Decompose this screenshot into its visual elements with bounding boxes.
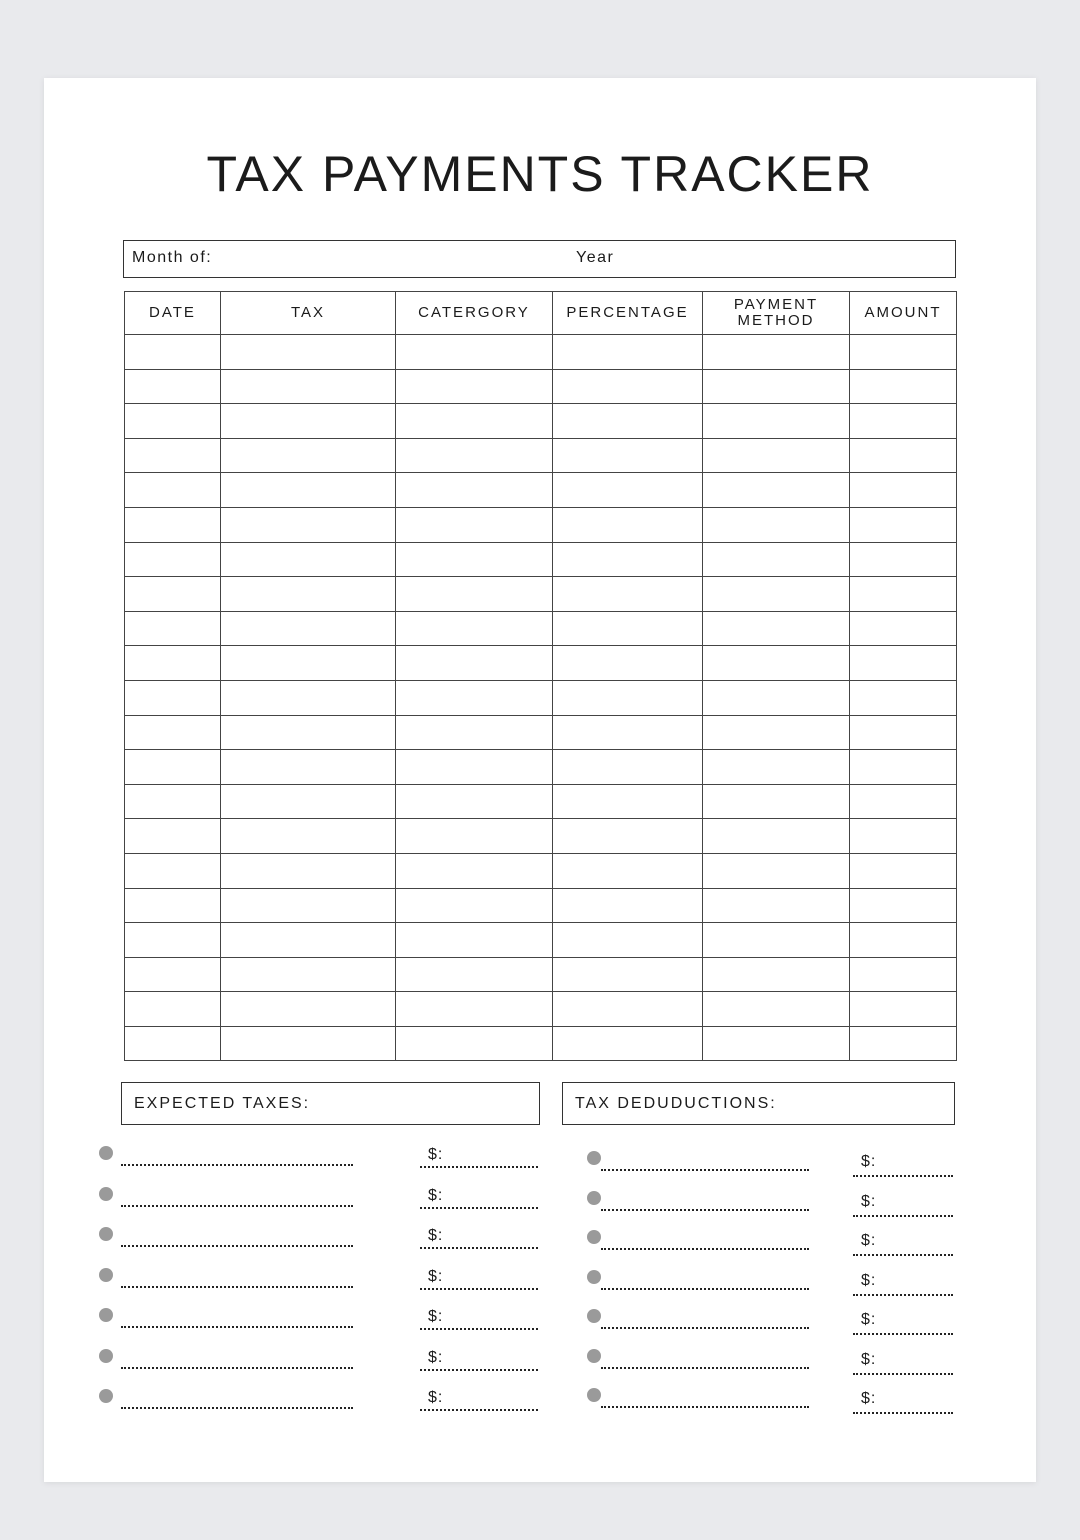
table-cell[interactable]: [553, 473, 703, 508]
description-line[interactable]: [601, 1406, 809, 1408]
deductions-entry: [587, 1309, 957, 1345]
dollar-label: $:: [428, 1389, 444, 1406]
table-row: [125, 680, 957, 715]
table-cell[interactable]: [703, 680, 850, 715]
amount-line[interactable]: [420, 1328, 538, 1330]
table-cell[interactable]: [703, 784, 850, 819]
table-cell[interactable]: [221, 646, 396, 681]
table-cell[interactable]: [553, 750, 703, 785]
deductions-entry: [587, 1151, 957, 1187]
table-cell[interactable]: [221, 335, 396, 370]
table-cell[interactable]: [125, 335, 221, 370]
amount-line[interactable]: [420, 1207, 538, 1209]
table-row: [125, 715, 957, 750]
bullet-icon: [587, 1270, 601, 1284]
table-row: [125, 473, 957, 508]
table-cell[interactable]: [221, 750, 396, 785]
tax-deductions-box: [562, 1082, 955, 1125]
table-cell[interactable]: [396, 542, 553, 577]
table-cell[interactable]: [221, 923, 396, 958]
table-row: [125, 646, 957, 681]
table-cell[interactable]: [221, 957, 396, 992]
table-cell[interactable]: [125, 542, 221, 577]
table-cell[interactable]: [396, 646, 553, 681]
table-row: [125, 750, 957, 785]
amount-line[interactable]: [853, 1175, 953, 1177]
bullet-icon: [587, 1151, 601, 1165]
expected-entry: [99, 1308, 539, 1344]
description-line[interactable]: [601, 1288, 809, 1290]
dollar-label: $:: [861, 1232, 877, 1249]
table-cell[interactable]: [396, 680, 553, 715]
bullet-icon: [587, 1309, 601, 1323]
table-cell[interactable]: [396, 507, 553, 542]
table-row: [125, 335, 957, 370]
table-cell[interactable]: [221, 992, 396, 1027]
table-cell[interactable]: [703, 404, 850, 439]
amount-line[interactable]: [420, 1369, 538, 1371]
table-cell[interactable]: [850, 750, 957, 785]
table-cell[interactable]: [125, 992, 221, 1027]
amount-line[interactable]: [420, 1409, 538, 1411]
description-line[interactable]: [121, 1326, 353, 1328]
table-cell[interactable]: [125, 507, 221, 542]
deductions-entry: [587, 1270, 957, 1306]
table-cell[interactable]: [396, 369, 553, 404]
table-cell[interactable]: [221, 473, 396, 508]
expected-taxes-label: EXPECTED TAXES:: [134, 1095, 311, 1112]
description-line[interactable]: [121, 1286, 353, 1288]
table-cell[interactable]: [396, 473, 553, 508]
table-row: [125, 784, 957, 819]
table-cell[interactable]: [703, 438, 850, 473]
deductions-entry: [587, 1230, 957, 1266]
dollar-label: $:: [861, 1153, 877, 1170]
table-cell[interactable]: [125, 611, 221, 646]
table-cell[interactable]: [703, 335, 850, 370]
table-cell[interactable]: [396, 957, 553, 992]
table-cell[interactable]: [553, 957, 703, 992]
table-cell[interactable]: [125, 853, 221, 888]
table-cell[interactable]: [850, 680, 957, 715]
table-row: [125, 611, 957, 646]
table-cell[interactable]: [850, 888, 957, 923]
table-cell[interactable]: [703, 611, 850, 646]
table-cell[interactable]: [703, 542, 850, 577]
table-cell[interactable]: [553, 853, 703, 888]
table-header-row: [125, 292, 957, 335]
table-cell[interactable]: [221, 507, 396, 542]
table-cell[interactable]: [553, 369, 703, 404]
table-cell[interactable]: [125, 438, 221, 473]
dollar-label: $:: [861, 1192, 877, 1210]
table-row: [125, 507, 957, 542]
table-cell[interactable]: [396, 715, 553, 750]
description-line[interactable]: [121, 1367, 353, 1369]
table-row: [125, 438, 957, 473]
dollar-label: $:: [861, 1390, 877, 1407]
table-row: [125, 404, 957, 439]
table-cell[interactable]: [850, 507, 957, 542]
table-cell[interactable]: [850, 542, 957, 577]
table-cell[interactable]: [703, 715, 850, 750]
amount-line[interactable]: [420, 1288, 538, 1290]
table-cell[interactable]: [553, 542, 703, 577]
table-cell[interactable]: [125, 680, 221, 715]
bullet-icon: [99, 1349, 113, 1363]
table-cell[interactable]: [221, 577, 396, 612]
table-cell[interactable]: [396, 992, 553, 1027]
table-cell[interactable]: [125, 784, 221, 819]
table-cell[interactable]: [703, 819, 850, 854]
expected-entry: [99, 1268, 539, 1304]
bullet-icon: [99, 1389, 113, 1403]
table-cell[interactable]: [125, 819, 221, 854]
expected-entry: [99, 1227, 539, 1263]
tax-payments-table: [124, 291, 957, 1061]
deductions-entry: [587, 1191, 957, 1227]
expected-taxes-box: [121, 1082, 540, 1125]
table-cell[interactable]: [850, 577, 957, 612]
table-row: [125, 853, 957, 888]
table-cell[interactable]: [703, 507, 850, 542]
amount-line[interactable]: [853, 1294, 953, 1296]
description-line[interactable]: [121, 1164, 353, 1166]
month-year-box: [123, 240, 956, 278]
amount-line[interactable]: [420, 1247, 538, 1249]
table-cell[interactable]: [221, 853, 396, 888]
table-cell[interactable]: [850, 611, 957, 646]
expected-entry: [99, 1349, 539, 1385]
table-cell[interactable]: [703, 369, 850, 404]
bullet-icon: [587, 1230, 601, 1244]
table-row: [125, 888, 957, 923]
expected-entry: [99, 1146, 539, 1182]
table-cell[interactable]: [396, 853, 553, 888]
table-cell[interactable]: [125, 404, 221, 439]
dollar-label: $:: [428, 1186, 444, 1204]
table-cell[interactable]: [850, 957, 957, 992]
deductions-entry: [587, 1349, 957, 1385]
table-cell[interactable]: [396, 577, 553, 612]
table-row: [125, 819, 957, 854]
table-cell[interactable]: [850, 819, 957, 854]
dollar-label: $:: [428, 1146, 444, 1163]
description-line[interactable]: [121, 1407, 353, 1409]
table-cell[interactable]: [553, 646, 703, 681]
table-cell[interactable]: [396, 404, 553, 439]
amount-line[interactable]: [853, 1373, 953, 1375]
table-cell[interactable]: [221, 542, 396, 577]
table-cell[interactable]: [703, 750, 850, 785]
table-row: [125, 542, 957, 577]
description-line[interactable]: [601, 1169, 809, 1171]
table-cell[interactable]: [553, 992, 703, 1027]
expected-entry: [99, 1389, 539, 1425]
table-cell[interactable]: [553, 680, 703, 715]
table-row: [125, 369, 957, 404]
table-cell[interactable]: [850, 992, 957, 1027]
table-cell[interactable]: [221, 819, 396, 854]
table-cell[interactable]: [703, 1026, 850, 1061]
table-cell[interactable]: [553, 611, 703, 646]
tax-deductions-label: TAX DEDUDUCTIONS:: [575, 1095, 777, 1112]
bullet-icon: [587, 1191, 601, 1205]
table-cell[interactable]: [553, 923, 703, 958]
table-cell[interactable]: [396, 819, 553, 854]
table-row: [125, 923, 957, 958]
table-cell[interactable]: [850, 646, 957, 681]
table-cell[interactable]: [850, 473, 957, 508]
table-cell[interactable]: [221, 1026, 396, 1061]
table-cell[interactable]: [396, 1026, 553, 1061]
dollar-label: $:: [428, 1267, 444, 1285]
description-line[interactable]: [121, 1205, 353, 1207]
table-cell[interactable]: [850, 784, 957, 819]
table-cell[interactable]: [396, 888, 553, 923]
table-cell[interactable]: [703, 992, 850, 1027]
column-header-amount: AMOUNT: [850, 292, 957, 335]
amount-line[interactable]: [853, 1333, 953, 1335]
column-header-tax: TAX: [221, 292, 396, 335]
table-cell[interactable]: [703, 888, 850, 923]
table-cell[interactable]: [396, 750, 553, 785]
table-cell[interactable]: [221, 404, 396, 439]
expected-entry: [99, 1187, 539, 1223]
amount-line[interactable]: [420, 1166, 538, 1168]
table-cell[interactable]: [850, 1026, 957, 1061]
table-cell[interactable]: [850, 404, 957, 439]
table-cell[interactable]: [850, 438, 957, 473]
page-title: TAX PAYMENTS TRACKER: [206, 146, 874, 202]
bullet-icon: [99, 1268, 113, 1282]
table-cell[interactable]: [703, 646, 850, 681]
bullet-icon: [99, 1146, 113, 1160]
table-cell[interactable]: [703, 577, 850, 612]
description-line[interactable]: [601, 1248, 809, 1250]
table-cell[interactable]: [125, 957, 221, 992]
description-line[interactable]: [121, 1245, 353, 1247]
table-cell[interactable]: [703, 957, 850, 992]
table-cell[interactable]: [221, 888, 396, 923]
table-cell[interactable]: [850, 715, 957, 750]
table-cell[interactable]: [125, 1026, 221, 1061]
table-cell[interactable]: [125, 923, 221, 958]
table-cell[interactable]: [850, 923, 957, 958]
table-cell[interactable]: [396, 784, 553, 819]
column-header-date: DATE: [125, 292, 221, 335]
table-cell[interactable]: [553, 404, 703, 439]
table-cell[interactable]: [125, 715, 221, 750]
description-line[interactable]: [601, 1327, 809, 1329]
table-cell[interactable]: [221, 369, 396, 404]
bullet-icon: [587, 1388, 601, 1402]
table-cell[interactable]: [125, 750, 221, 785]
table-cell[interactable]: [553, 784, 703, 819]
bullet-icon: [587, 1349, 601, 1363]
table-cell[interactable]: [850, 335, 957, 370]
table-cell[interactable]: [221, 611, 396, 646]
dollar-label: $:: [428, 1227, 444, 1244]
bullet-icon: [99, 1227, 113, 1241]
table-cell[interactable]: [553, 888, 703, 923]
table-cell[interactable]: [125, 646, 221, 681]
table-cell[interactable]: [396, 923, 553, 958]
bullet-icon: [99, 1187, 113, 1201]
table-cell[interactable]: [703, 923, 850, 958]
table-cell[interactable]: [553, 438, 703, 473]
column-header-percentage: PERCENTAGE: [553, 292, 703, 335]
table-cell[interactable]: [553, 1026, 703, 1061]
dollar-label: $:: [861, 1350, 877, 1368]
table-cell[interactable]: [125, 888, 221, 923]
amount-line[interactable]: [853, 1254, 953, 1256]
column-header-category: CATERGORY: [396, 292, 553, 335]
bullet-icon: [99, 1308, 113, 1322]
table-row: [125, 577, 957, 612]
deductions-entry: [587, 1388, 957, 1424]
description-line[interactable]: [601, 1367, 809, 1369]
table-cell[interactable]: [221, 680, 396, 715]
dollar-label: $:: [861, 1271, 877, 1289]
table-row: [125, 1026, 957, 1061]
table-cell[interactable]: [703, 853, 850, 888]
table-cell[interactable]: [396, 611, 553, 646]
dollar-label: $:: [428, 1348, 444, 1366]
month-label: Month of:: [132, 249, 213, 266]
table-cell[interactable]: [553, 715, 703, 750]
dollar-label: $:: [428, 1308, 444, 1325]
amount-line[interactable]: [853, 1412, 953, 1414]
description-line[interactable]: [601, 1209, 809, 1211]
table-cell[interactable]: [396, 438, 553, 473]
table-cell[interactable]: [850, 369, 957, 404]
table-row: [125, 992, 957, 1027]
table-cell[interactable]: [221, 438, 396, 473]
table-cell[interactable]: [553, 335, 703, 370]
table-cell[interactable]: [125, 473, 221, 508]
dollar-label: $:: [861, 1311, 877, 1328]
table-cell[interactable]: [221, 784, 396, 819]
table-cell[interactable]: [396, 335, 553, 370]
table-row: [125, 957, 957, 992]
table-cell[interactable]: [850, 853, 957, 888]
table-cell[interactable]: [553, 507, 703, 542]
table-cell[interactable]: [221, 715, 396, 750]
table-cell[interactable]: [553, 819, 703, 854]
column-header-payment-method: PAYMENT METHOD: [703, 292, 850, 335]
table-cell[interactable]: [703, 473, 850, 508]
table-cell[interactable]: [125, 369, 221, 404]
table-cell[interactable]: [553, 577, 703, 612]
table-cell[interactable]: [125, 577, 221, 612]
amount-line[interactable]: [853, 1215, 953, 1217]
year-label: Year: [576, 249, 615, 266]
